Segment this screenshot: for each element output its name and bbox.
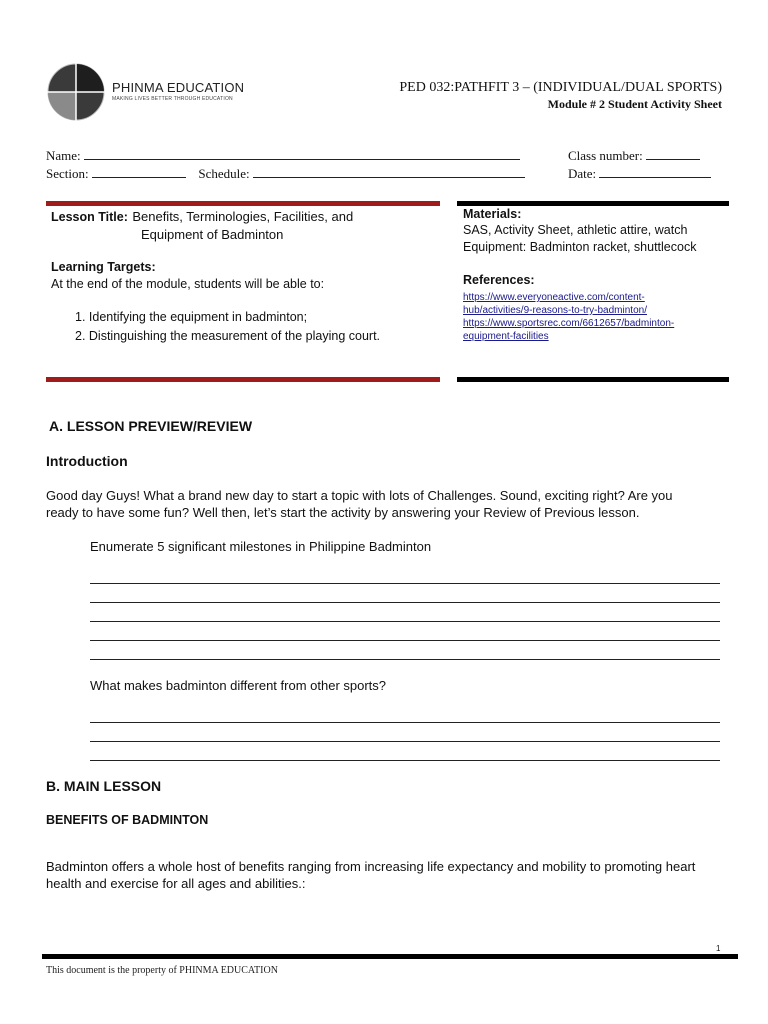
- benefits-heading: BENEFITS OF BADMINTON: [46, 813, 209, 827]
- materials-box-top-bar: [457, 201, 729, 206]
- lesson-box-top-bar: [46, 201, 440, 206]
- schedule-label: Schedule:: [198, 166, 250, 181]
- introduction-text: [46, 487, 736, 521]
- date-label: Date:: [568, 166, 597, 181]
- footer-text: This document is the property of PHINMA EDUCATION: [46, 965, 278, 976]
- introduction-heading: Introduction: [46, 453, 128, 469]
- target-item: 1. Identifying the equipment in badminton;: [75, 310, 308, 324]
- reference-link[interactable]: equipment-facilities: [463, 331, 549, 342]
- lesson-box-bottom-bar: [46, 377, 440, 382]
- class-number-field: [568, 148, 700, 164]
- answer-line[interactable]: [90, 621, 720, 622]
- section-b-heading: B. MAIN LESSON: [46, 778, 162, 794]
- answer-line[interactable]: [90, 760, 720, 761]
- answer-line[interactable]: [90, 659, 720, 660]
- answer-line[interactable]: [90, 722, 720, 723]
- answer-line[interactable]: [90, 640, 720, 641]
- section-field: [46, 166, 525, 182]
- references-label: References:: [463, 273, 535, 287]
- materials-label: Materials:: [463, 207, 522, 221]
- reference-link[interactable]: https://www.sportsrec.com/6612657/badminton-: [463, 318, 675, 329]
- answer-line[interactable]: [90, 602, 720, 603]
- learning-targets-label: Learning Targets:: [51, 260, 156, 274]
- lesson-title-line2: Equipment of Badminton: [141, 227, 284, 242]
- section-label: Section:: [46, 166, 89, 181]
- name-field: [46, 148, 520, 164]
- brand-name: PHINMA EDUCATION: [112, 80, 245, 95]
- lesson-title-block: [51, 208, 431, 226]
- materials-line1: SAS, Activity Sheet, athletic attire, watch: [463, 223, 688, 237]
- benefits-line: health and exercise for all ages and abilities.:: [46, 876, 306, 891]
- references-links: [463, 291, 729, 343]
- learning-targets-intro: At the end of the module, students will be able to:: [51, 277, 325, 291]
- lesson-title-label: Lesson Title:: [51, 210, 128, 224]
- question-2: What makes badminton different from other sports?: [90, 678, 387, 693]
- footer-bar: [42, 954, 738, 959]
- question-1: Enumerate 5 significant milestones in Philippine Badminton: [90, 539, 432, 554]
- answer-line[interactable]: [90, 741, 720, 742]
- benefits-line: Badminton offers a whole host of benefits ranging from increasing life expectancy and mobility to promoting heart: [46, 859, 696, 874]
- date-field: [568, 166, 711, 182]
- name-input[interactable]: [84, 148, 520, 160]
- benefits-paragraph: [46, 858, 736, 892]
- class-number-input[interactable]: [646, 148, 700, 160]
- section-a-heading: A. LESSON PREVIEW/REVIEW: [49, 418, 253, 434]
- brand-tagline: MAKING LIVES BETTER THROUGH EDUCATION: [112, 96, 233, 102]
- target-item: 2. Distinguishing the measurement of the playing court.: [75, 329, 381, 343]
- course-title: PED 032:PATHFIT 3 – (INDIVIDUAL/DUAL SPORTS): [399, 80, 722, 95]
- introduction-line: Good day Guys! What a brand new day to start a topic with lots of Challenges. Sound, exciting right? Are you: [46, 488, 673, 503]
- reference-link[interactable]: https://www.everyoneactive.com/content-: [463, 292, 645, 303]
- introduction-line: ready to have some fun? Well then, let’s start the activity by answering your Review of Previous lesson.: [46, 505, 640, 520]
- lesson-title-line1: Benefits, Terminologies, Facilities, and: [132, 209, 354, 224]
- materials-line2: Equipment: Badminton racket, shuttlecock: [463, 240, 697, 254]
- section-input[interactable]: [92, 166, 186, 178]
- schedule-input[interactable]: [253, 166, 525, 178]
- module-title: Module # 2 Student Activity Sheet: [547, 97, 722, 111]
- answer-line[interactable]: [90, 583, 720, 584]
- class-number-label: Class number:: [568, 148, 643, 163]
- name-label: Name:: [46, 148, 81, 163]
- phinma-logo-icon: [46, 62, 106, 122]
- reference-link[interactable]: hub/activities/9-reasons-to-try-badminton/: [463, 305, 647, 316]
- date-input[interactable]: [599, 166, 711, 178]
- page-number: 1: [716, 944, 721, 953]
- materials-box-bottom-bar: [457, 377, 729, 382]
